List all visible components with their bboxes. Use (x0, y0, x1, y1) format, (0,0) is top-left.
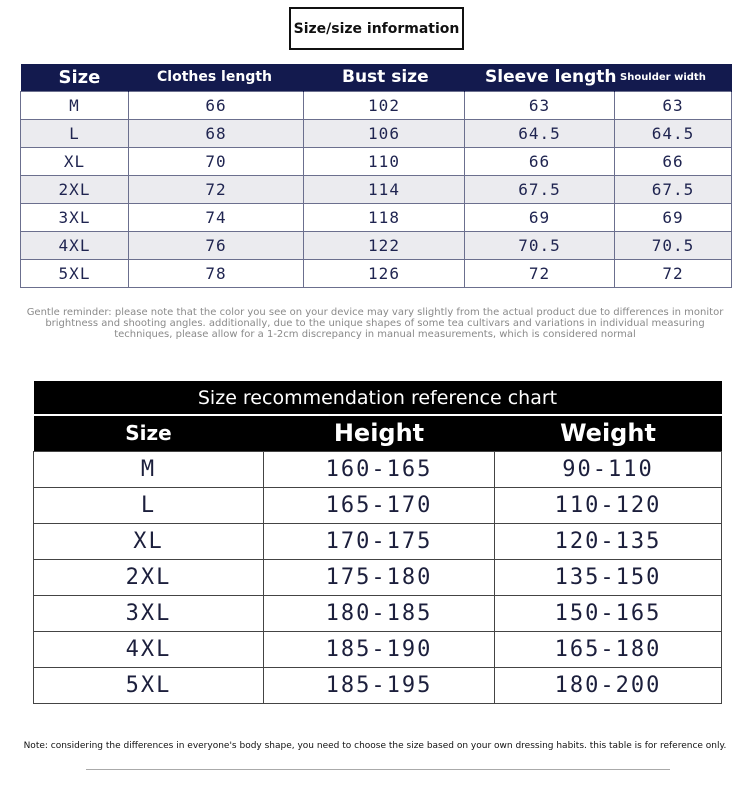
cell-clothes-length: 74 (129, 203, 304, 231)
cell-bust-size: 122 (304, 231, 465, 259)
cell-size: 5XL (21, 259, 129, 287)
cell-bust-size: 114 (304, 175, 465, 203)
header-size: Size (21, 64, 129, 91)
cell-size: 4XL (34, 631, 264, 667)
header-bust-size: Bust size (304, 64, 465, 91)
table-row (21, 147, 732, 175)
header-sleeve-length: Sleeve length (465, 64, 615, 91)
cell-size: 3XL (34, 595, 264, 631)
cell-shoulder-width: 67.5 (615, 175, 732, 203)
table-row (21, 231, 732, 259)
cell-size: 2XL (34, 559, 264, 595)
header-weight: Weight (495, 415, 722, 451)
cell-sleeve-length: 69 (465, 203, 615, 231)
reference-note: Note: considering the differences in everyone's body shape, you need to choose the size based on your own dressing habits. this table is for reference only. (23, 741, 727, 751)
cell-clothes-length: 76 (129, 231, 304, 259)
table-row (21, 91, 732, 119)
cell-shoulder-width: 66 (615, 147, 732, 175)
divider (86, 769, 670, 770)
cell-height: 185-190 (264, 631, 495, 667)
recommendation-header-row (34, 415, 722, 451)
cell-height: 165-170 (264, 487, 495, 523)
cell-size: 5XL (34, 667, 264, 703)
cell-bust-size: 126 (304, 259, 465, 287)
table-row (21, 119, 732, 147)
size-info-table (20, 64, 732, 288)
cell-shoulder-width: 69 (615, 203, 732, 231)
cell-shoulder-width: 70.5 (615, 231, 732, 259)
cell-sleeve-length: 67.5 (465, 175, 615, 203)
header-shoulder-width: Shoulder width (615, 64, 732, 91)
cell-bust-size: 102 (304, 91, 465, 119)
cell-weight: 165-180 (495, 631, 722, 667)
cell-height: 180-185 (264, 595, 495, 631)
cell-height: 160-165 (264, 451, 495, 487)
size-info-title: Size/size information (289, 7, 464, 50)
table-row (34, 595, 722, 631)
cell-shoulder-width: 64.5 (615, 119, 732, 147)
cell-weight: 180-200 (495, 667, 722, 703)
cell-weight: 90-110 (495, 451, 722, 487)
cell-size: L (21, 119, 129, 147)
cell-clothes-length: 70 (129, 147, 304, 175)
cell-sleeve-length: 70.5 (465, 231, 615, 259)
cell-height: 170-175 (264, 523, 495, 559)
cell-sleeve-length: 66 (465, 147, 615, 175)
cell-sleeve-length: 64.5 (465, 119, 615, 147)
cell-shoulder-width: 72 (615, 259, 732, 287)
table-row (34, 451, 722, 487)
table-row (34, 667, 722, 703)
cell-weight: 135-150 (495, 559, 722, 595)
table-row (34, 631, 722, 667)
cell-bust-size: 110 (304, 147, 465, 175)
cell-shoulder-width: 63 (615, 91, 732, 119)
cell-weight: 150-165 (495, 595, 722, 631)
cell-size: 4XL (21, 231, 129, 259)
size-info-header-row (21, 64, 732, 91)
size-recommendation-table (33, 381, 722, 704)
cell-weight: 110-120 (495, 487, 722, 523)
cell-size: XL (34, 523, 264, 559)
cell-sleeve-length: 72 (465, 259, 615, 287)
cell-size: 3XL (21, 203, 129, 231)
cell-clothes-length: 78 (129, 259, 304, 287)
gentle-reminder: Gentle reminder: please note that the color you see on your device may vary slightly from the actual product due to differences in monitor brightness and shooting angles. additionally, due to the unique shapes of some tea cultivars and variations in individual measuring techniques, please allow for a 1-2cm discrepancy in manual measurements, which is considered normal (26, 307, 724, 340)
cell-bust-size: 118 (304, 203, 465, 231)
header-clothes-length: Clothes length (129, 64, 304, 91)
cell-height: 185-195 (264, 667, 495, 703)
recommendation-title: Size recommendation reference chart (34, 381, 722, 415)
table-row (21, 203, 732, 231)
table-row (21, 175, 732, 203)
table-row (34, 487, 722, 523)
cell-clothes-length: 68 (129, 119, 304, 147)
cell-bust-size: 106 (304, 119, 465, 147)
table-row (34, 523, 722, 559)
cell-size: XL (21, 147, 129, 175)
cell-clothes-length: 72 (129, 175, 304, 203)
header-height: Height (264, 415, 495, 451)
cell-size: 2XL (21, 175, 129, 203)
cell-sleeve-length: 63 (465, 91, 615, 119)
cell-height: 175-180 (264, 559, 495, 595)
cell-size: M (34, 451, 264, 487)
header-size: Size (34, 415, 264, 451)
cell-weight: 120-135 (495, 523, 722, 559)
cell-size: L (34, 487, 264, 523)
cell-clothes-length: 66 (129, 91, 304, 119)
table-row (34, 559, 722, 595)
cell-size: M (21, 91, 129, 119)
table-row (21, 259, 732, 287)
